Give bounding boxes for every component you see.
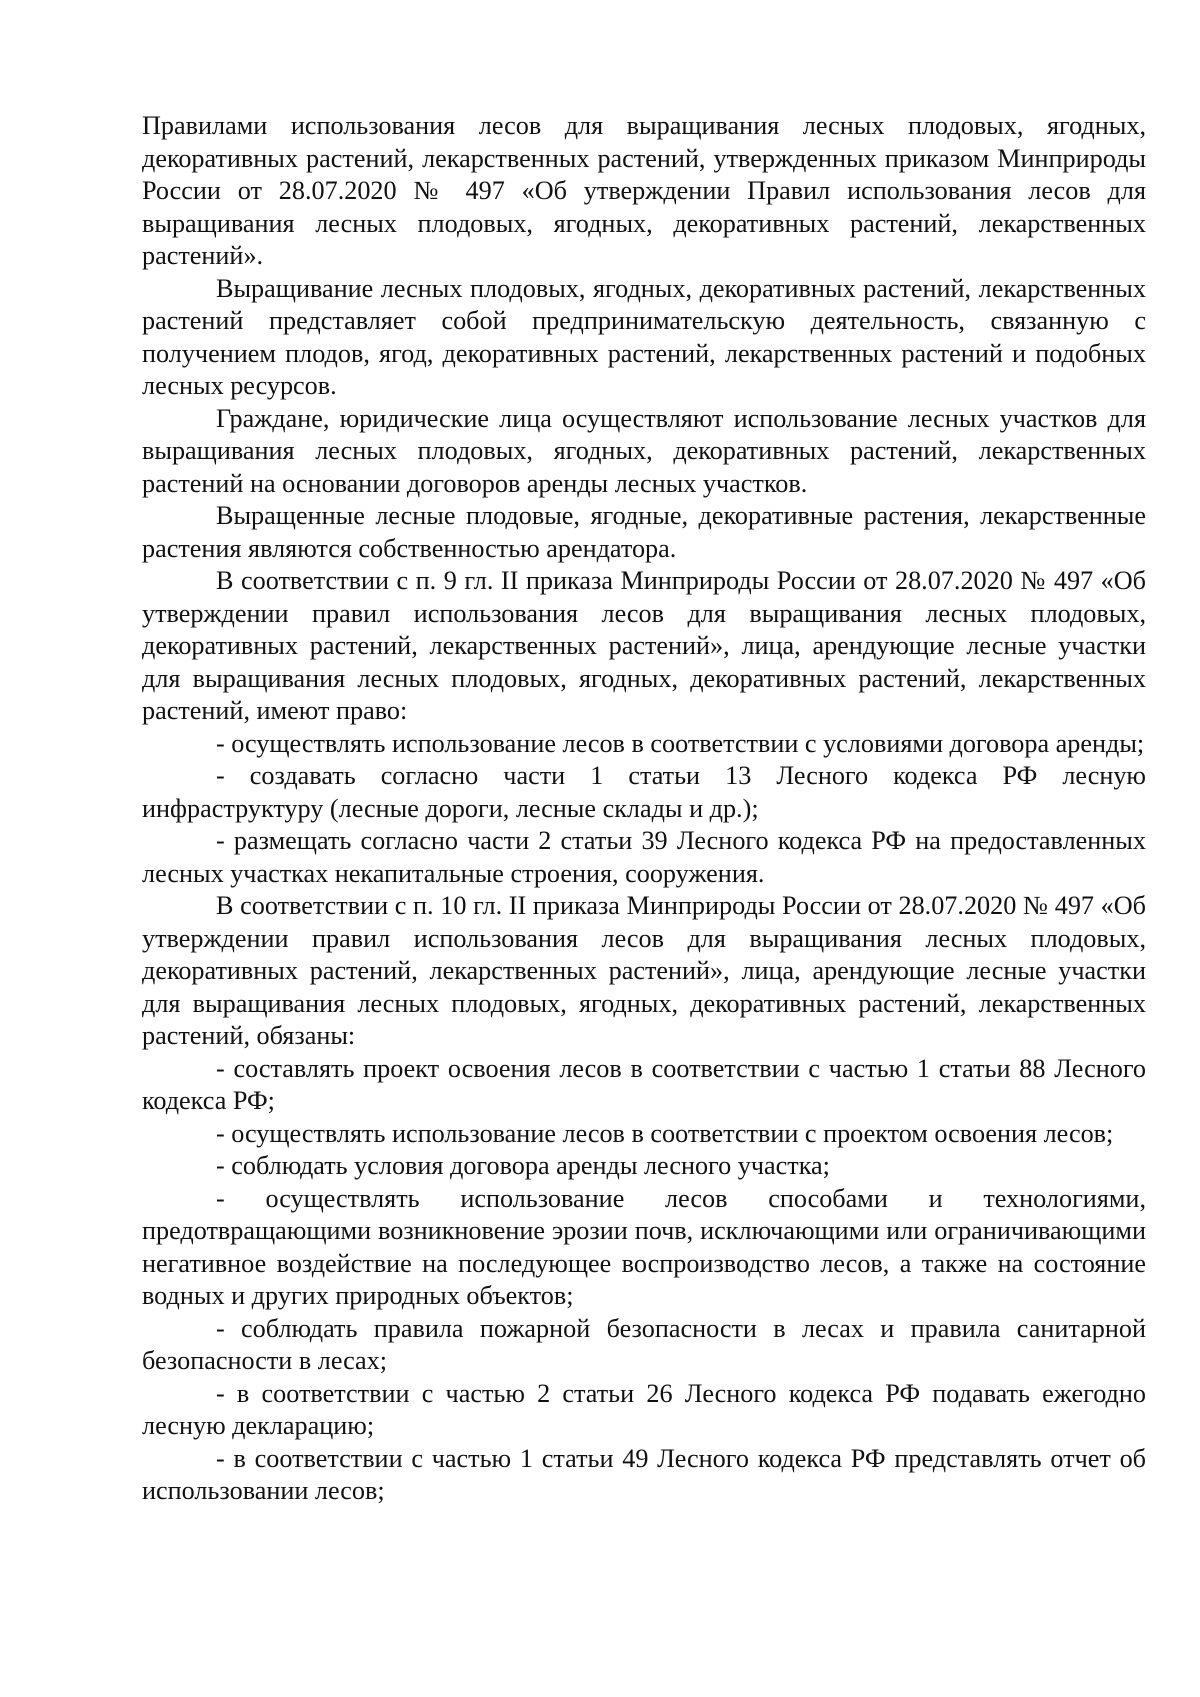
list-item-rights-3: - размещать согласно части 2 статьи 39 Лесного кодекса РФ на предоставленных лесных участках некапитальные строения, сооружения. [142, 826, 1146, 888]
list-item-duties-1: - составлять проект освоения лесов в соответствии с частью 1 статьи 88 Лесного кодекса РФ; [142, 1053, 1146, 1115]
paragraph-4: Выращенные лесные плодовые, ягодные, декоративные растения, лекарственные растения являются собственностью арендатора. [142, 501, 1146, 563]
document-body [142, 110, 1146, 1508]
paragraph-3: Граждане, юридические лица осуществляют использование лесных участков для выращивания лесных плодовых, ягодных, декоративных растений, лекарственных растений на основании договоров аренды лесных участков. [142, 403, 1146, 498]
list-item-duties-7: - в соответствии с частью 1 статьи 49 Лесного кодекса РФ представлять отчет об использовании лесов; [142, 1443, 1146, 1505]
paragraph-6: В соответствии с п. 10 гл. II приказа Минприроды России от 28.07.2020 № 497 «Об утверждении правил использования лесов для выращивания лесных плодовых, декоративных растений, лекарственных растений», лица, арендующие лесные участки для выращивания лесных плодовых, ягодных, декоративных растений, лекарственных растений, обязаны: [142, 891, 1146, 1050]
list-item-rights-2: - создавать согласно части 1 статьи 13 Лесного кодекса РФ лесную инфраструктуру (лесные дороги, лесные склады и др.); [142, 761, 1146, 823]
list-item-duties-4: - осуществлять использование лесов способами и технологиями, предотвращающими возникновение эрозии почв, исключающими или ограничивающими негативное воздействие на последующее воспроизводство лесов, а также на состояние водных и других природных объектов; [142, 1183, 1146, 1310]
paragraph-2: Выращивание лесных плодовых, ягодных, декоративных растений, лекарственных растений представляет собой предпринимательскую деятельность, связанную с получением плодов, ягод, декоративных растений, лекарственных растений и подобных лесных ресурсов. [142, 273, 1146, 400]
list-item-duties-2: - осуществлять использование лесов в соответствии с проектом освоения лесов; [216, 1118, 1114, 1148]
list-item-duties-5: - соблюдать правила пожарной безопасности в лесах и правила санитарной безопасности в лесах; [142, 1313, 1146, 1375]
list-item-duties-3: - соблюдать условия договора аренды лесного участка; [216, 1151, 830, 1180]
paragraph-1: Правилами использования лесов для выращивания лесных плодовых, ягодных, декоративных растений, лекарственных растений, утвержденных приказом Минприроды России от 28.07.2020 № 497 «Об утверждении Правил использования лесов для выращивания лесных плодовых, ягодных, декоративных растений, лекарственных растений». [142, 111, 1146, 270]
list-item-rights-1: - осуществлять использование лесов в соответствии с условиями договора аренды; [216, 728, 1145, 758]
paragraph-5: В соответствии с п. 9 гл. II приказа Минприроды России от 28.07.2020 № 497 «Об утверждении правил использования лесов для выращивания лесных плодовых, декоративных растений, лекарственных растений», лица, арендующие лесные участки для выращивания лесных плодовых, ягодных, декоративных растений, лекарственных растений, имеют право: [142, 566, 1146, 725]
list-item-duties-6: - в соответствии с частью 2 статьи 26 Лесного кодекса РФ подавать ежегодно лесную декларацию; [142, 1378, 1146, 1440]
